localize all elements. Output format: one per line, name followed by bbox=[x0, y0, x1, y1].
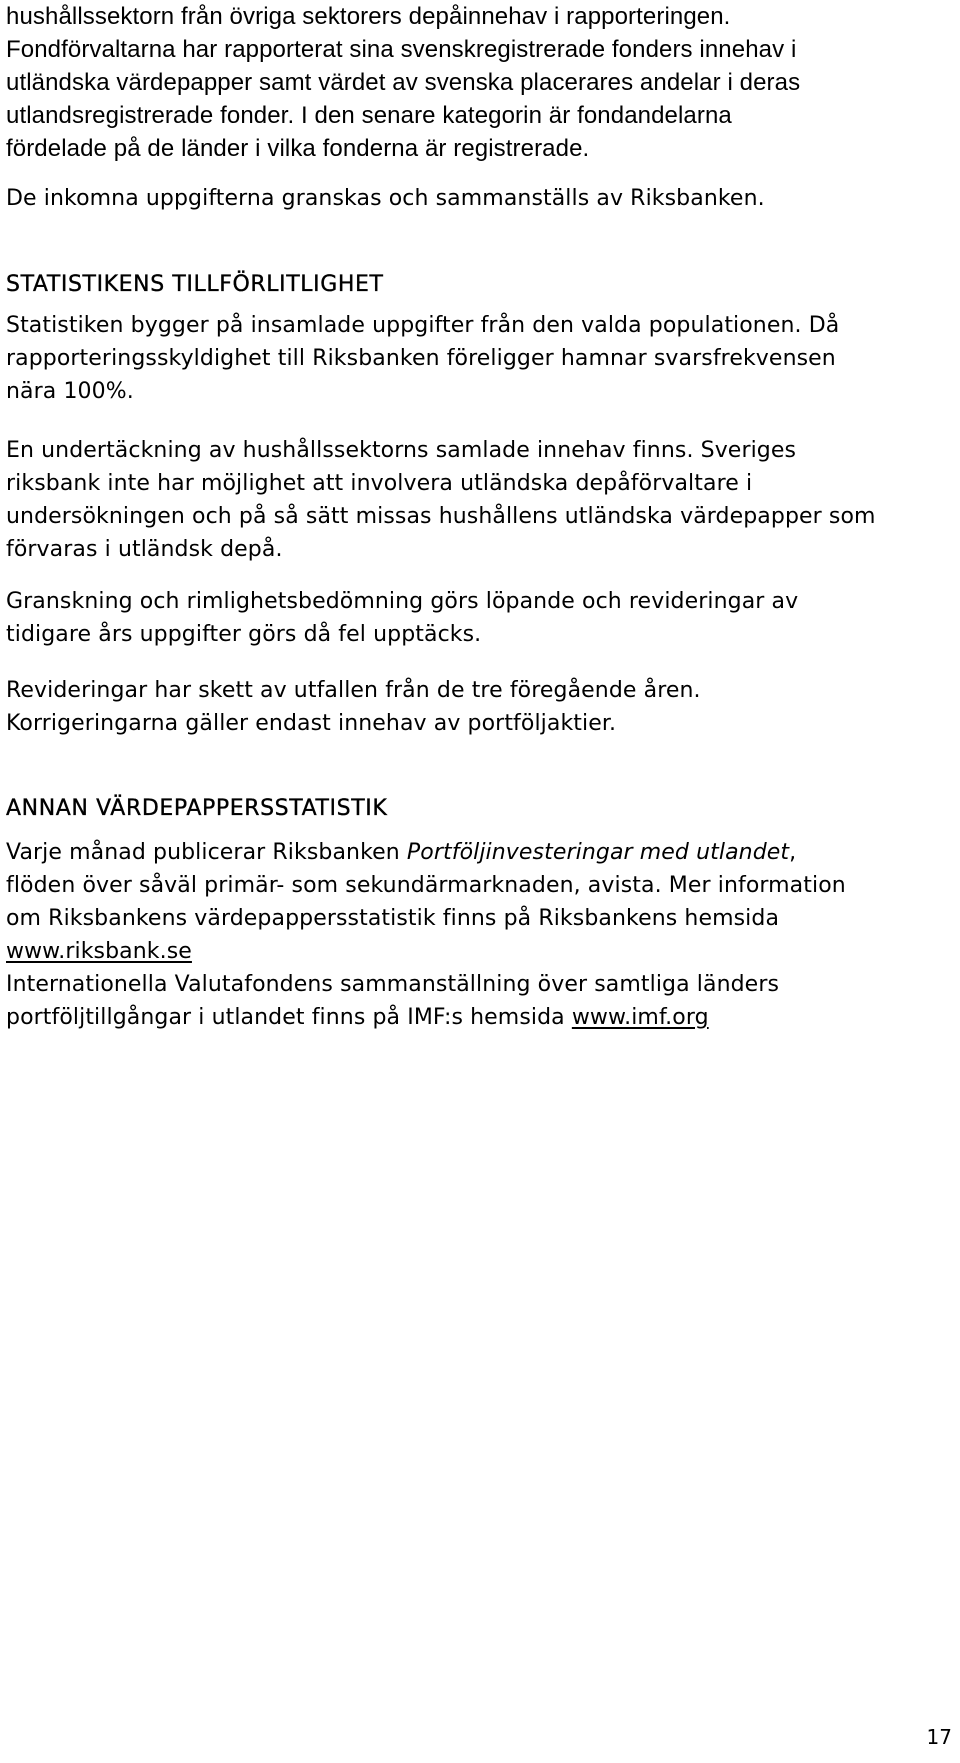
other-stats-heading: ANNAN VÄRDEPAPPERSSTATISTIK bbox=[6, 796, 388, 821]
text-line: förvaras i utländsk depå. bbox=[6, 537, 283, 562]
text-line: Statistiken bygger på insamlade uppgifter från den valda populationen. Då bbox=[6, 313, 840, 338]
intro-line: Fondförvaltarna har rapporterat sina svenskregistrerade fonders innehav i bbox=[6, 36, 797, 63]
imf-link[interactable]: www.imf.org bbox=[571, 1005, 709, 1030]
intro-line: utländska värdepapper samt värdet av svenska placerares andelar i deras bbox=[6, 69, 801, 96]
review-sentence: De inkomna uppgifterna granskas och sammanställs av Riksbanken. bbox=[6, 186, 765, 211]
text-line: Internationella Valutafondens sammanställning över samtliga länders bbox=[6, 972, 780, 997]
intro-paragraph bbox=[6, 0, 946, 165]
text-line bbox=[6, 836, 946, 869]
reliability-paragraph-2 bbox=[6, 434, 946, 566]
publication-title: Portföljinvesteringar med utlandet bbox=[406, 840, 790, 865]
text-line: flöden över såväl primär- som sekundärmarknaden, avista. Mer information bbox=[6, 873, 846, 898]
text-line: tidigare års uppgifter görs då fel upptäcks. bbox=[6, 622, 482, 647]
text-line: Revideringar har skett av utfallen från de tre föregående åren. bbox=[6, 678, 701, 703]
page-number: 17 bbox=[926, 1725, 952, 1749]
other-stats-paragraph bbox=[6, 836, 946, 1034]
intro-line: fördelade på de länder i vilka fonderna är registrerade. bbox=[6, 135, 590, 162]
text-line: riksbank inte har möjlighet att involvera utländska depåförvaltare i bbox=[6, 471, 753, 496]
intro-line: utlandsregistrerade fonder. I den senare kategorin är fondandelarna bbox=[6, 102, 732, 129]
text-line bbox=[6, 935, 946, 968]
text-fragment: portföljtillgångar i utlandet finns på IMF:s hemsida bbox=[6, 1005, 572, 1030]
text-line: om Riksbankens värdepappersstatistik finns på Riksbankens hemsida bbox=[6, 906, 780, 931]
reliability-paragraph-3 bbox=[6, 585, 946, 651]
text-line: Korrigeringarna gäller endast innehav av portföljaktier. bbox=[6, 711, 617, 736]
reliability-heading: STATISTIKENS TILLFÖRLITLIGHET bbox=[6, 272, 384, 297]
text-line: Granskning och rimlighetsbedömning görs löpande och revideringar av bbox=[6, 589, 799, 614]
text-line: undersökningen och på så sätt missas hushållens utländska värdepapper som bbox=[6, 504, 876, 529]
reliability-paragraph-1 bbox=[6, 309, 946, 408]
text-line bbox=[6, 1001, 946, 1034]
riksbank-link[interactable]: www.riksbank.se bbox=[6, 939, 192, 964]
text-line: En undertäckning av hushållssektorns samlade innehav finns. Sveriges bbox=[6, 438, 797, 463]
text-fragment: Varje månad publicerar Riksbanken bbox=[6, 840, 407, 865]
reliability-paragraph-4 bbox=[6, 674, 946, 740]
text-fragment: , bbox=[789, 840, 797, 865]
text-line: nära 100%. bbox=[6, 379, 134, 404]
intro-line: hushållssektorn från övriga sektorers depåinnehav i rapporteringen. bbox=[6, 3, 731, 30]
text-line: rapporteringsskyldighet till Riksbanken föreligger hamnar svarsfrekvensen bbox=[6, 346, 836, 371]
